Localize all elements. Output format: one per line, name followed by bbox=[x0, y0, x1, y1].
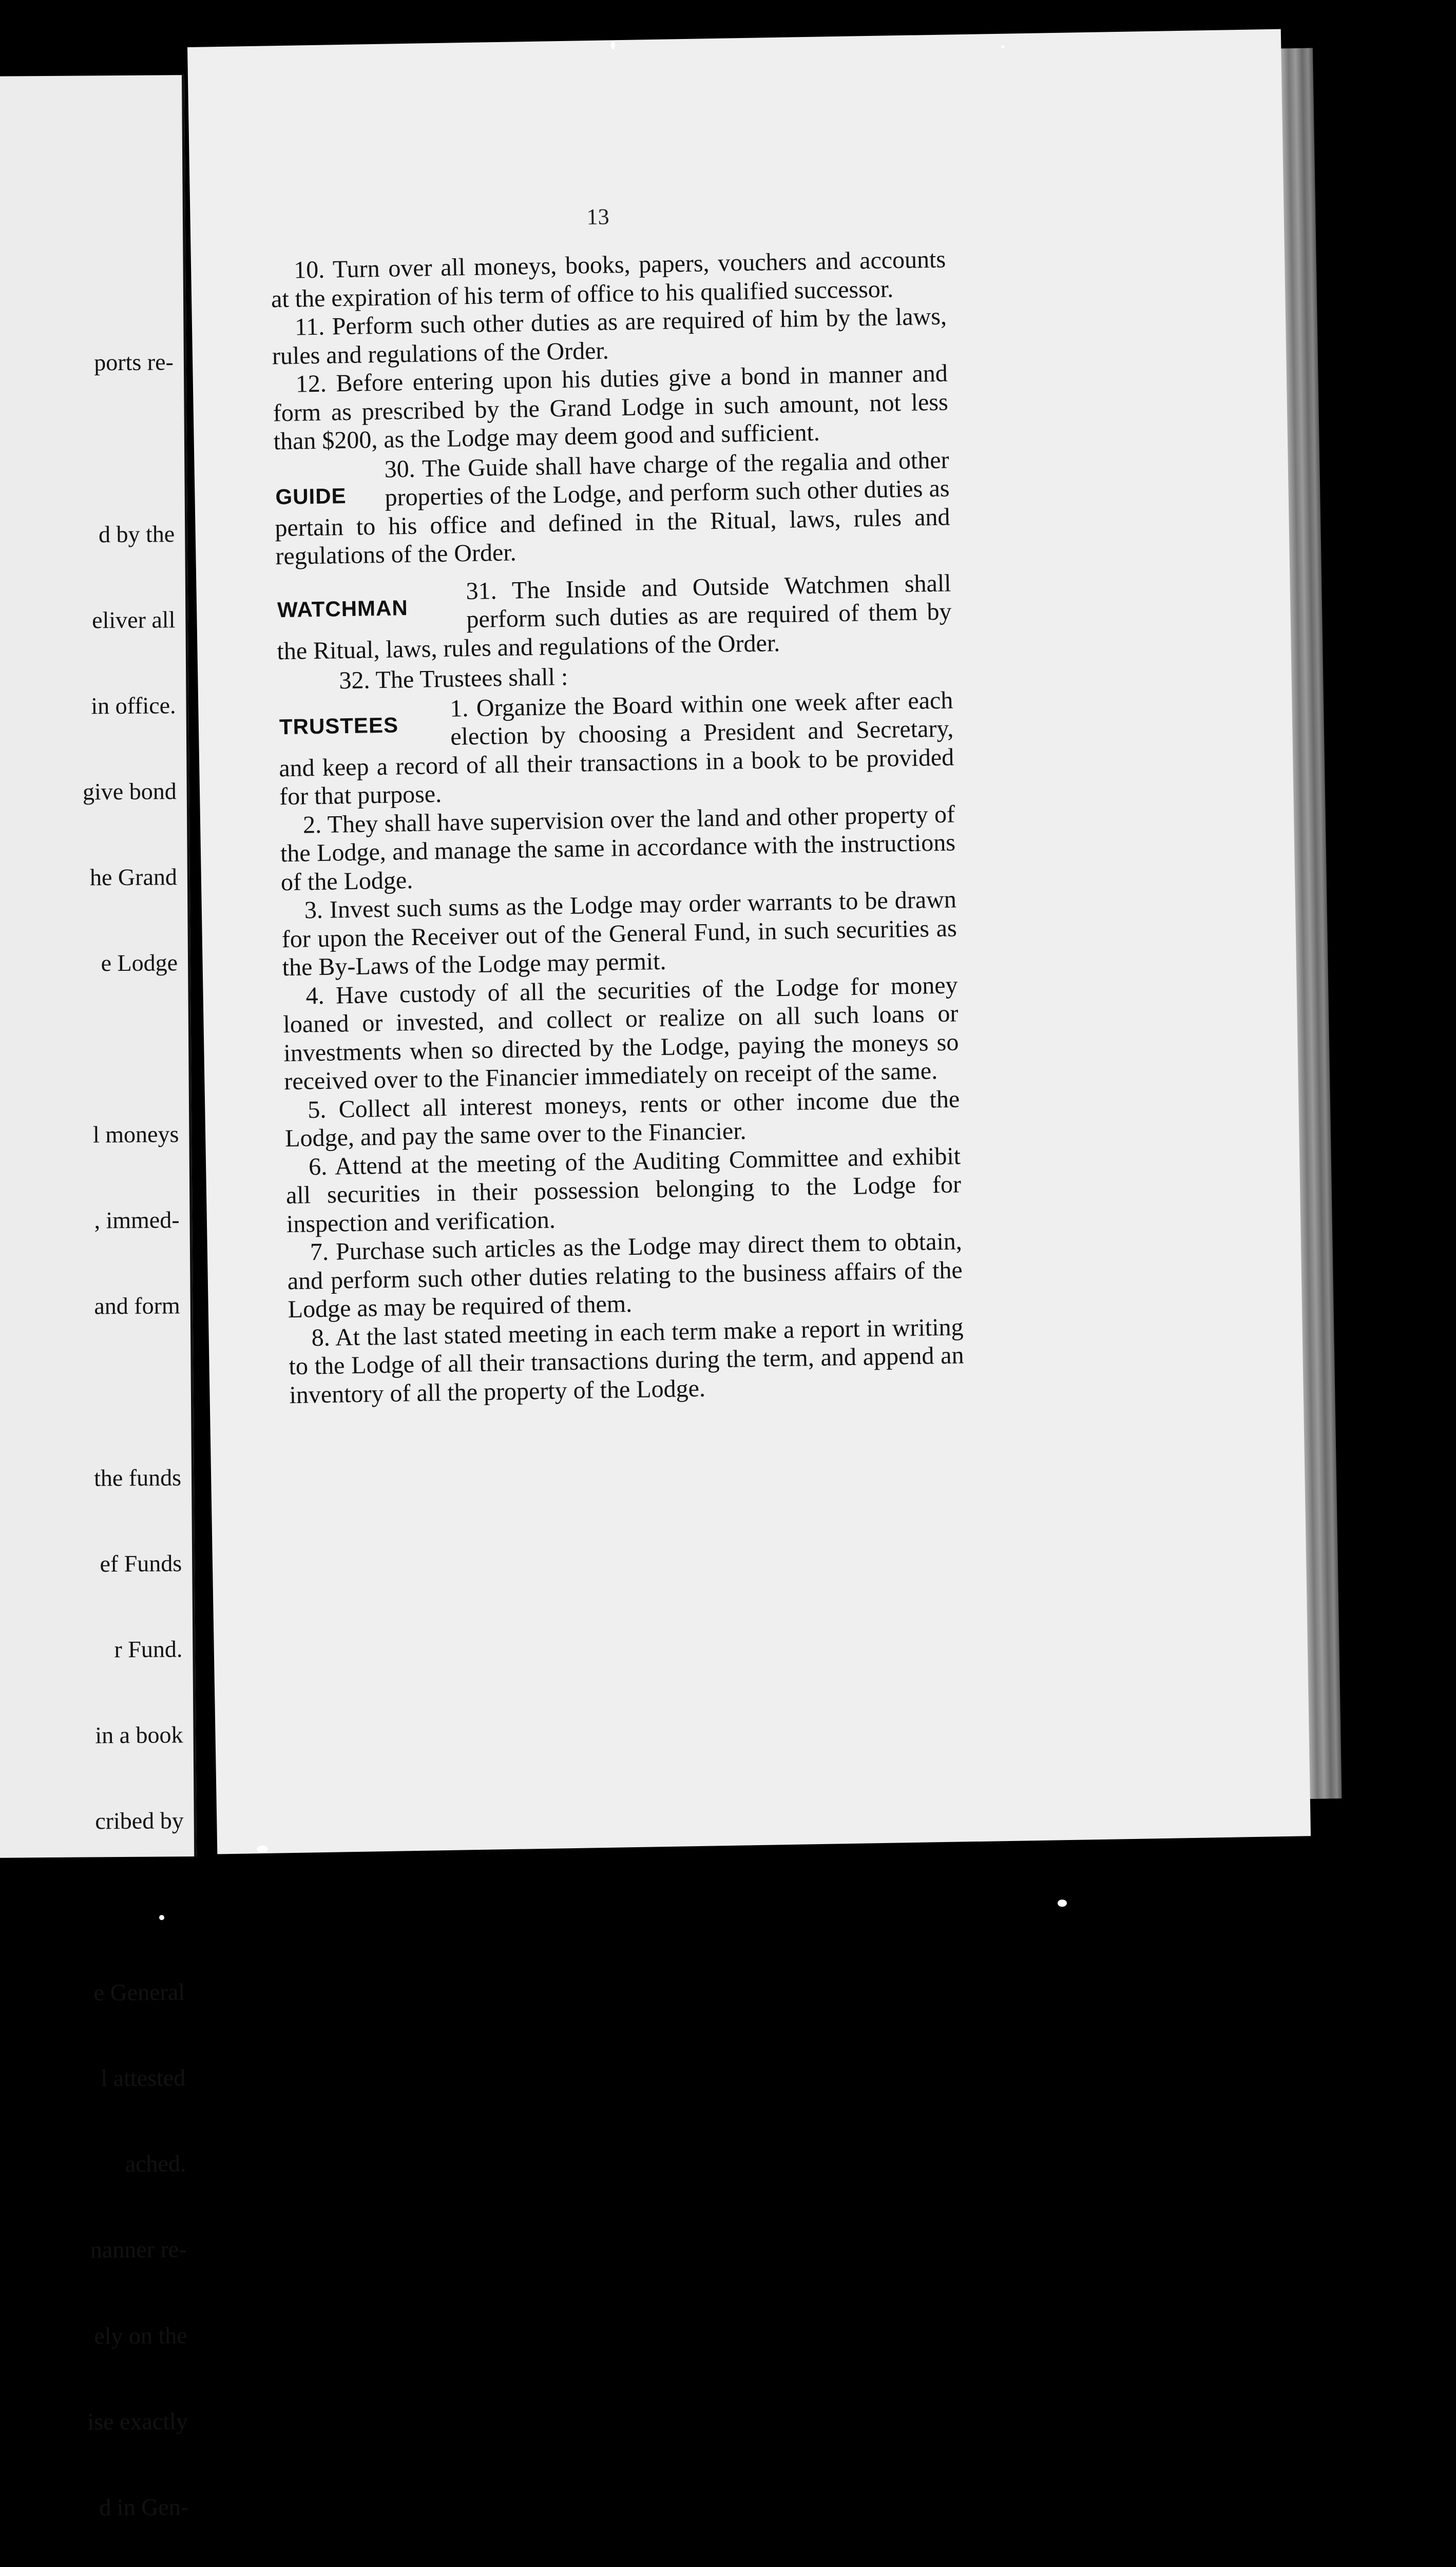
left-line: he Grand bbox=[89, 864, 178, 891]
left-line bbox=[0, 1377, 181, 1408]
left-line: l moneys bbox=[92, 1121, 179, 1148]
left-line: and form bbox=[94, 1292, 180, 1319]
trustees-item-5: 5. Collect all interest moneys, rents or other income due the Lodge, and pay the same over to the Financier. bbox=[284, 1085, 960, 1153]
left-line: in office. bbox=[91, 692, 176, 719]
scan-speck bbox=[611, 41, 615, 49]
left-line: r Fund. bbox=[114, 1636, 183, 1662]
left-line: eliver all bbox=[92, 606, 176, 634]
left-line: ef Funds bbox=[100, 1549, 182, 1577]
left-line: e Lodge bbox=[101, 949, 178, 976]
left-line: ise exactly bbox=[87, 2407, 188, 2435]
left-line: e General bbox=[93, 1979, 185, 2006]
trustees-item-6: 6. Attend at the meeting of the Auditing Committee and exhibit all securities in their possession belonging to the Lodge for inspection and verification. bbox=[285, 1142, 962, 1238]
trustees-item-1: 1. Organize the Board within one week after each election by choosing a President and Secretary, and keep a record of all their transactions in a book to be provided for that purpose. bbox=[278, 686, 954, 811]
left-line: nanner re- bbox=[90, 2236, 187, 2263]
left-line: ached. bbox=[125, 2150, 186, 2177]
left-line: d by the bbox=[98, 520, 175, 547]
left-line bbox=[0, 434, 174, 465]
paragraph-10: 10. Turn over all moneys, books, papers, vouchers and accounts at the expiration of his term of office to his qualified successor. bbox=[271, 245, 946, 313]
left-page-text bbox=[0, 291, 200, 2567]
scan-speck bbox=[1058, 1900, 1067, 1907]
scan-speck bbox=[159, 1915, 164, 1920]
section-31: 31. The Inside and Outside Watchmen shall perform such duties as are required of them by the Ritual, laws, rules and regulations of the Order. bbox=[277, 569, 952, 665]
page-content bbox=[271, 245, 965, 1409]
left-line: d in Gen- bbox=[99, 2493, 189, 2521]
scan-speck bbox=[1001, 45, 1004, 48]
trustees-item-4: 4. Have custody of all the securities of the Lodge for money loaned or invested, and collect or realize on all such loans or investments when so directed by the Lodge, paying the moneys so received over to the Financier immediately on receipt of the same. bbox=[283, 971, 959, 1096]
watchman-heading: WATCHMAN bbox=[277, 595, 409, 622]
left-line: give bond bbox=[82, 778, 177, 805]
scan-speck bbox=[257, 1846, 268, 1853]
trustees-item-7: 7. Purchase such articles as the Lodge may direct them to obtain, and perform such other duties relating to the business affairs of the Lodge as may be required of them. bbox=[287, 1228, 963, 1324]
section-32: 32. The Trustees shall : bbox=[339, 663, 568, 695]
page-number: 13 bbox=[586, 204, 609, 230]
left-line bbox=[0, 1034, 178, 1065]
left-line: in a book bbox=[95, 1721, 183, 1749]
section-guide bbox=[274, 446, 951, 571]
paragraph-11: 11. Perform such other duties as are required of him by the laws, rules and regulations of the Order. bbox=[272, 302, 947, 370]
left-line: cribed by bbox=[95, 1807, 184, 1834]
section-watchman bbox=[276, 569, 952, 665]
left-line: the funds bbox=[93, 1464, 182, 1491]
left-line: , immed- bbox=[94, 1206, 180, 1234]
right-page bbox=[187, 29, 1311, 1854]
left-line: ports re- bbox=[94, 349, 174, 376]
paragraph-12: 12. Before entering upon his duties give a bond in manner and form as prescribed by the Grand Lodge in such amount, not less than $200, as the Lodge may deem good and sufficient. bbox=[273, 359, 949, 455]
left-page bbox=[0, 75, 197, 2521]
left-line: ely on the bbox=[94, 2322, 187, 2349]
trustees-item-3: 3. Invest such sums as the Lodge may order warrants to be drawn for upon the Receiver out of the General Fund, in such securities as the By-Laws of the Lodge may permit. bbox=[281, 886, 957, 982]
section-30: 30. The Guide shall have charge of the regalia and other properties of the Lodge, and perform such other duties as pertain to his office and defined in the Ritual, laws, rules and regulations of the Order. bbox=[275, 446, 950, 570]
guide-heading: GUIDE bbox=[275, 483, 347, 509]
trustees-item-8: 8. At the last stated meeting in each term make a report in writing to the Lodge of all their transactions during the term, and append an inventory of all the property of the Lodge. bbox=[289, 1313, 964, 1409]
trustees-heading: TRUSTEES bbox=[279, 712, 399, 739]
trustees-item-2: 2. They shall have supervision over the land and other property of the Lodge, and manage the same in accordance with the instructions of the Lodge. bbox=[280, 800, 956, 896]
left-line bbox=[0, 1892, 184, 1923]
left-line: l attested bbox=[101, 2064, 186, 2092]
section-trustees bbox=[278, 686, 955, 811]
